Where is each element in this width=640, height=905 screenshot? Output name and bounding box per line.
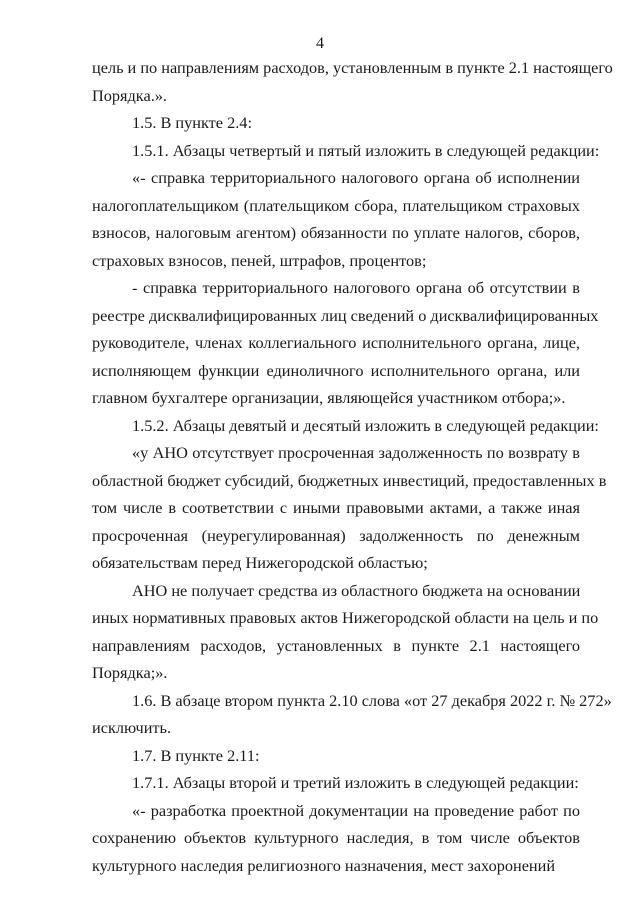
text-line: исполняющем функции единоличного исполнительного органа, или [92, 360, 580, 380]
paragraph [92, 54, 613, 109]
text-line: главном бухгалтере организации, являющейся участником отбора;». [92, 388, 566, 407]
text-line: «у АНО отсутствует просроченная задолженность по возврату в [132, 443, 580, 462]
text-line: Порядка;». [92, 663, 168, 682]
text-line: областной бюджет субсидий, бюджетных инвестиций, предоставленных в [92, 470, 607, 490]
text-line: 1.5.2. Абзацы девятый и десятый изложить в следующей редакции: [132, 415, 599, 435]
paragraph [92, 137, 600, 165]
text-line: иных нормативных правовых актов Нижегородской области на цель и по [92, 608, 599, 627]
paragraph [92, 164, 580, 274]
paragraph [92, 109, 580, 137]
paragraph [92, 439, 607, 577]
text-line: 1.6. В абзаце втором пункта 2.10 слова «от 27 декабря 2022 г. № 272» [132, 690, 612, 710]
document-body [92, 54, 613, 879]
text-line: - справка территориального налогового органа об отсутствии в [132, 278, 580, 297]
text-line: сохранению объектов культурного наследия, в том числе объектов [92, 828, 580, 847]
paragraph [92, 769, 580, 797]
text-line: 1.5.1. Абзацы четвертый и пятый изложить в следующей редакции: [132, 140, 600, 160]
paragraph [92, 274, 599, 412]
text-line: том числе в соответствии с иными правовыми актами, а также иная [92, 498, 580, 517]
text-line: культурного наследия религиозного назначения, мест захоронений [92, 855, 556, 875]
text-line: направлениям расходов, установленных в пункте 2.1 настоящего [92, 635, 580, 655]
paragraph [92, 412, 599, 440]
text-line: обязательствам перед Нижегородской областью; [92, 553, 428, 572]
text-line: 1.5. В пункте 2.4: [132, 113, 252, 132]
text-line: реестре дисквалифицированных лиц сведений о дисквалифицированных [92, 305, 599, 325]
text-line: взносов, налоговым агентом) обязанности по уплате налогов, сборов, [92, 223, 580, 242]
text-line: руководителе, членах коллегиального исполнительного органа, лице, [92, 333, 580, 352]
paragraph [92, 577, 599, 687]
text-line: «- разработка проектной документации на проведение работ по [132, 800, 580, 820]
text-line: 1.7.1. Абзацы второй и третий изложить в следующей редакции: [132, 773, 579, 792]
text-line: налогоплательщиком (плательщиком сбора, плательщиком страховых [92, 195, 580, 215]
text-line: АНО не получает средства из областного бюджета на основании [132, 580, 581, 600]
page-number: 4 [316, 35, 324, 52]
paragraph [92, 687, 612, 742]
text-line: 1.7. В пункте 2.11: [132, 745, 260, 765]
text-line: «- справка территориального налогового органа об исполнении [132, 168, 580, 187]
paragraph [92, 742, 580, 770]
text-line: просроченная (неурегулированная) задолженность по денежным [92, 525, 580, 545]
paragraph [92, 797, 580, 880]
text-line: страховых взносов, пеней, штрафов, процентов; [92, 250, 427, 270]
text-line: цель и по направлениям расходов, установленным в пункте 2.1 настоящего [92, 58, 613, 77]
text-line: Порядка.». [92, 85, 167, 105]
text-line: исключить. [92, 718, 172, 737]
